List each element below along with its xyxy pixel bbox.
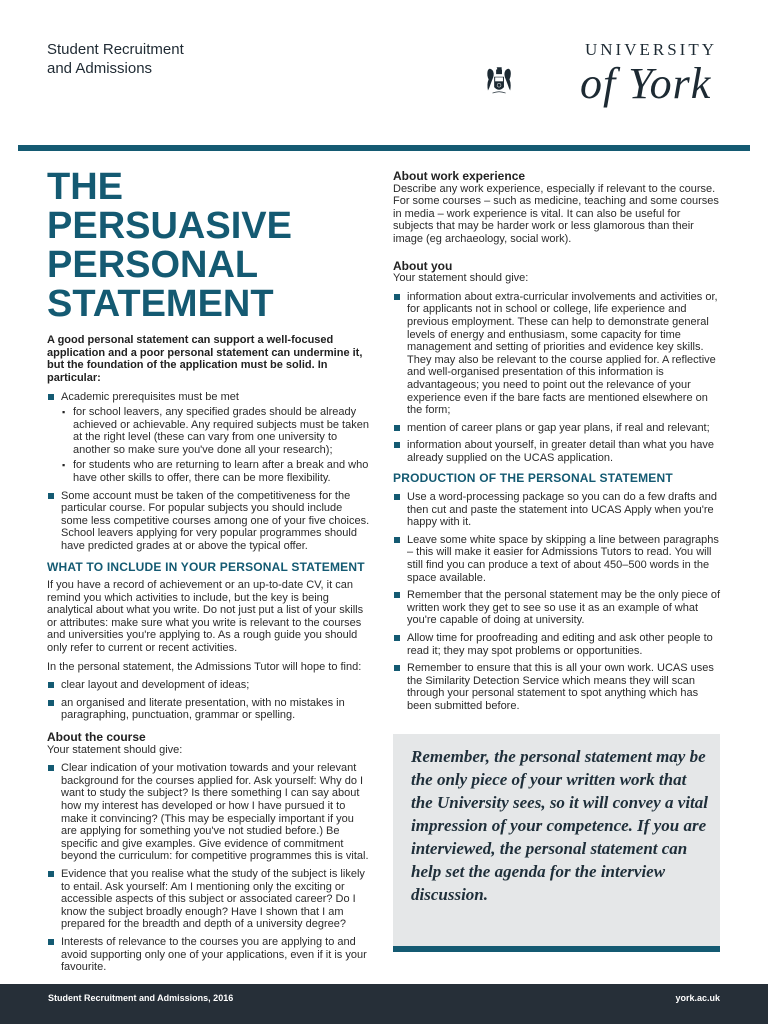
- header-divider: [18, 145, 750, 151]
- section-heading-production: PRODUCTION OF THE PERSONAL STATEMENT: [393, 471, 673, 486]
- section-heading-what-to-include: WHAT TO INCLUDE IN YOUR PERSONAL STATEMENT: [47, 559, 365, 574]
- about-you-list: [393, 291, 723, 465]
- list-item: Clear indication of your motivation towards and your relevant background for the courses applied for. Ask yourself: Why do I want to study the subject? Is there something I can say about how my interest has developed or how I have pursued it to make it convincing? (This may be especially important if you are applying for something you've not studied before.) Be specific and give examples. Give evidence of commitment beyond the curriculum: for competitive programmes this is vital.: [47, 762, 372, 863]
- list-item: Interests of relevance to the courses you are applying to and avoid supporting only one of your applications, even if it is your favourite.: [47, 936, 372, 974]
- section-heading-about-course: About the course: [47, 730, 146, 745]
- list-item: [47, 391, 372, 484]
- york-wordmark: of York: [580, 59, 712, 108]
- list-item: mention of career plans or gap year plans, if real and relevant;: [393, 422, 723, 435]
- list-item: information about yourself, in greater detail than what you have already supplied on the UCAS application.: [393, 439, 723, 464]
- list-item: Use a word-processing package so you can do a few drafts and then cut and paste the statement into UCAS Apply when you're happy with it.: [393, 491, 723, 529]
- sub-list: [61, 406, 372, 485]
- production-list: [393, 491, 723, 713]
- section-subheading: Your statement should give:: [47, 743, 183, 756]
- page-title: [47, 168, 372, 324]
- footer-text: Student Recruitment and Admissions, 2016: [48, 993, 234, 1003]
- requirements-list: [47, 391, 372, 552]
- quote-underline: [393, 946, 720, 952]
- list-item: an organised and literate presentation, with no mistakes in paragraphing, punctuation, grammar or spelling.: [47, 697, 372, 722]
- list-item: Leave some white space by skipping a line between paragraphs – this will make it easier for Admissions Tutors to read. You will still find you can produce a text of about 450–500 words in the space available.: [393, 534, 723, 584]
- list-item: Evidence that you realise what the study of the subject is likely to entail. Ask yourself: Am I mentioning only the exciting or accessible aspects of this subject or associated career? Do I know the subject broadly enough? Have I shown that I am prepared for the breadth and depth of a university degree?: [47, 868, 372, 931]
- university-crest-logo: [486, 32, 566, 128]
- pull-quote: Remember, the personal statement may be the only piece of your written work that the University sees, so it will convey a vital impression of your competence. If you are interviewed, the personal statement can help set the agenda for the interview discussion.: [411, 747, 708, 904]
- department-line-1: Student Recruitment: [47, 41, 184, 58]
- left-column: [47, 168, 372, 979]
- paragraph: Describe any work experience, especially if relevant to the course. For some courses – such as medicine, teaching and some courses in media – work experience is vital. It can also be useful for subjects that may be harder work or less glamorous than their image (eg archaeology, social work).: [393, 182, 719, 245]
- intro-paragraph: A good personal statement can support a well-focused application and a poor personal statement can undermine it, but the foundation of the application must be solid. In particular:: [47, 334, 363, 384]
- list-item: Some account must be taken of the competitiveness for the particular course. For popular subjects you should include some less competitive courses among one of your five choices. School leavers applying for very popular programmes should have predicted grades at or above the typical offer.: [47, 490, 372, 553]
- list-item: clear layout and development of ideas;: [47, 679, 372, 692]
- list-item: Allow time for proofreading and editing and ask other people to read it; they may spot problems or opportunities.: [393, 632, 723, 657]
- list-item-text: Academic prerequisites must be met: [61, 391, 239, 404]
- title-line-3: STATEMENT: [47, 283, 274, 325]
- title-line-1: THE PERSUASIVE: [47, 166, 292, 247]
- footer-url: york.ac.uk: [675, 993, 720, 1003]
- paragraph: In the personal statement, the Admissions Tutor will hope to find:: [47, 660, 362, 673]
- department-name: [47, 40, 184, 78]
- title-line-2: PERSONAL: [47, 244, 259, 286]
- list-item: Remember that the personal statement may be the only piece of written work they get to see so use it as an example of what you're capable of doing at university.: [393, 589, 723, 627]
- sub-list-item: ▪ for students who are returning to learn after a break and who have other skills to offer, there can be more flexibility.: [61, 459, 372, 484]
- sub-list-item: ▪ for school leavers, any specified grades should be already achieved or achievable. Any required subjects must be taken at the right level (these can vary from one university to another so make sure you've done all your research);: [61, 406, 372, 456]
- section-heading-about-you: About you: [393, 258, 453, 273]
- section-heading-work-experience: About work experience: [393, 169, 526, 183]
- footer: [0, 984, 768, 1024]
- right-column: [393, 170, 723, 718]
- paragraph: If you have a record of achievement or an up-to-date CV, it can remind you which activities to include, but the key is being analytical about what you write. Do not just put a list of your skills or attributes: make sure what you write is relevant to the courses and universities you're applying to. As a rough guide you should only refer to current or recent activities.: [47, 579, 364, 655]
- list-item: information about extra-curricular involvements and activities or, for applicants not in school or college, life experience and previous employment. These can help to demonstrate general levels of energy and enthusiasm, some capacity for time management and setting of priorities and evidence key skills. They may also be relevant to the course applied for. A reflective and well-organised presentation of this information is advantageous; you need to point out the relevance of your experience even if the bare facts are mentioned elsewhere on the form;: [393, 291, 723, 417]
- department-line-2: and Admissions: [47, 60, 153, 77]
- course-list: [47, 762, 372, 974]
- list-item: Remember to ensure that this is all your own work. UCAS uses the Similarity Detection Service which means they will scan through your personal statement to spot anything which has been submitted before.: [393, 662, 723, 712]
- section-subheading: Your statement should give:: [393, 272, 529, 285]
- find-list: [47, 679, 372, 722]
- university-wordmark: UNIVERSITY: [585, 40, 717, 59]
